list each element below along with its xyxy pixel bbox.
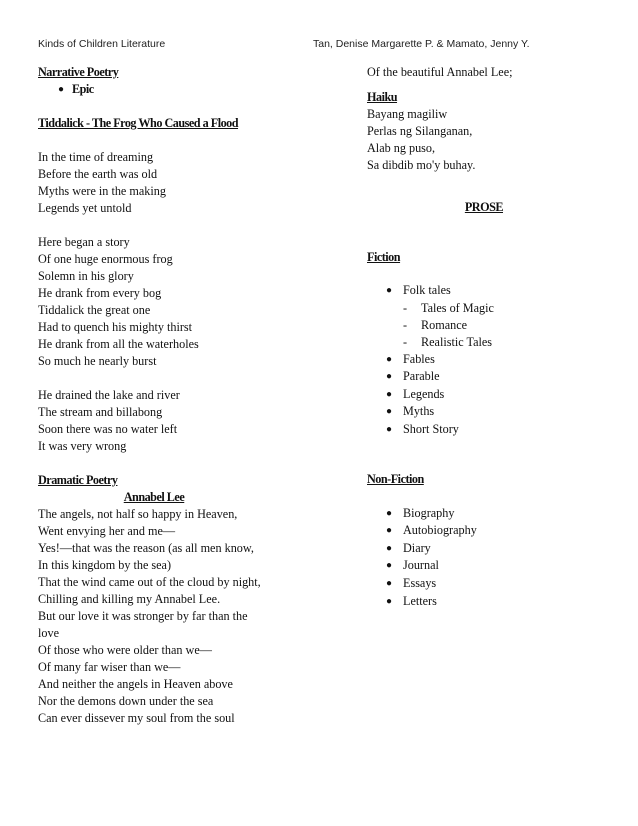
poem-line: Alab ng puso, bbox=[367, 141, 436, 155]
list-item-label: Essays bbox=[403, 575, 437, 590]
poem-line: Can ever dissever my soul from the soul bbox=[38, 711, 235, 725]
poem-line: Perlas ng Silanganan, bbox=[367, 124, 473, 138]
bullet-icon: ● bbox=[386, 371, 393, 383]
poem-line: Solemn in his glory bbox=[38, 269, 134, 283]
poem-line: In this kingdom by the sea) bbox=[38, 558, 172, 572]
poem-line: He drank from all the waterholes bbox=[38, 337, 199, 351]
poem-line: Chilling and killing my Annabel Lee. bbox=[38, 592, 221, 606]
non-fiction-list bbox=[367, 505, 607, 611]
poem-line: Myths were in the making bbox=[38, 184, 166, 198]
list-item bbox=[367, 575, 607, 593]
sub-list-item-label: Romance bbox=[421, 317, 468, 332]
list-item bbox=[367, 351, 607, 369]
bullet-icon: ● bbox=[386, 388, 393, 400]
left-column bbox=[38, 64, 270, 727]
list-item-label: Myths bbox=[403, 404, 435, 419]
poem-line: Tiddalick the great one bbox=[38, 303, 151, 317]
dash-icon: - bbox=[403, 300, 408, 315]
stanza-2 bbox=[38, 234, 270, 370]
list-item-label: Autobiography bbox=[403, 523, 477, 538]
header-left: Kinds of Children Literature bbox=[38, 38, 166, 50]
list-item-label: Short Story bbox=[403, 421, 459, 436]
prose-heading: PROSE bbox=[464, 200, 503, 214]
annabel-lee-continuation: Of the beautiful Annabel Lee; bbox=[367, 65, 513, 79]
bullet-icon: ● bbox=[58, 84, 64, 95]
bullet-icon: ● bbox=[386, 560, 393, 572]
list-item bbox=[367, 421, 607, 439]
sub-list-item bbox=[367, 300, 607, 317]
haiku-poem bbox=[367, 106, 607, 174]
list-item bbox=[367, 557, 607, 575]
list-item-label: Letters bbox=[403, 593, 437, 608]
dramatic-poetry-heading: Dramatic Poetry bbox=[38, 473, 118, 487]
sub-list-item bbox=[367, 317, 607, 334]
list-item bbox=[367, 386, 607, 404]
bullet-icon: ● bbox=[386, 353, 393, 365]
poem-line: He drained the lake and river bbox=[38, 388, 180, 402]
poem-line: Legends yet untold bbox=[38, 201, 132, 215]
poem-line: Of many far wiser than we— bbox=[38, 660, 181, 674]
dash-icon: - bbox=[403, 334, 408, 349]
tiddalick-title: Tiddalick - The Frog Who Caused a Flood bbox=[38, 116, 239, 130]
poem-line: Had to quench his mighty thirst bbox=[38, 320, 193, 334]
bullet-icon: ● bbox=[386, 507, 393, 519]
stanza-3 bbox=[38, 387, 270, 455]
poem-line: Sa dibdib mo'y buhay. bbox=[367, 158, 476, 172]
poem-line: He drank from every bog bbox=[38, 286, 162, 300]
poem-line: Before the earth was old bbox=[38, 167, 158, 181]
list-item bbox=[367, 505, 607, 523]
header-right: Tan, Denise Margarette P. & Mamato, Jenny Y. bbox=[313, 38, 530, 50]
poem-line: But our love it was stronger by far than the love bbox=[38, 609, 248, 640]
narrative-poetry-heading: Narrative Poetry bbox=[38, 65, 119, 79]
annabel-lee-poem bbox=[38, 506, 270, 727]
list-item bbox=[367, 540, 607, 558]
epic-label: Epic bbox=[72, 82, 94, 96]
right-column bbox=[367, 64, 607, 610]
bullet-icon: ● bbox=[386, 577, 393, 589]
poem-line: Bayang magiliw bbox=[367, 107, 448, 121]
annabel-lee-title: Annabel Lee bbox=[123, 490, 185, 504]
list-item-label: Journal bbox=[403, 558, 439, 573]
poem-line: So much he nearly burst bbox=[38, 354, 157, 368]
bullet-icon: ● bbox=[386, 285, 393, 296]
list-item bbox=[367, 593, 607, 611]
poem-line: Soon there was no water left bbox=[38, 422, 178, 436]
haiku-heading: Haiku bbox=[367, 90, 398, 104]
list-item-label: Fables bbox=[403, 351, 435, 366]
poem-line: The stream and billabong bbox=[38, 405, 163, 419]
list-item-label: Parable bbox=[403, 369, 440, 384]
poem-line: It was very wrong bbox=[38, 439, 127, 453]
list-item-label: Diary bbox=[403, 540, 431, 555]
poem-line: The angels, not half so happy in Heaven, bbox=[38, 507, 238, 521]
bullet-icon: ● bbox=[386, 595, 393, 607]
stanza-1 bbox=[38, 149, 270, 217]
list-item-label: Biography bbox=[403, 505, 455, 520]
poem-line: Of one huge enormous frog bbox=[38, 252, 173, 266]
non-fiction-heading: Non-Fiction bbox=[367, 471, 424, 486]
sub-list-item-label: Tales of Magic bbox=[421, 300, 494, 315]
fiction-heading: Fiction bbox=[367, 250, 401, 264]
poem-line: In the time of dreaming bbox=[38, 150, 154, 164]
poem-line: Nor the demons down under the sea bbox=[38, 694, 214, 708]
epic-bullet bbox=[58, 81, 270, 98]
sub-list-item-label: Realistic Tales bbox=[421, 334, 493, 349]
list-item bbox=[367, 403, 607, 421]
sub-list-item bbox=[367, 334, 607, 351]
fiction-list bbox=[367, 282, 607, 439]
poem-line: Yes!—that was the reason (as all men know, bbox=[38, 541, 254, 555]
poem-line: Here began a story bbox=[38, 235, 130, 249]
bullet-icon: ● bbox=[386, 542, 393, 554]
list-item bbox=[367, 522, 607, 540]
bullet-icon: ● bbox=[386, 406, 393, 418]
list-item bbox=[367, 368, 607, 386]
poem-line: Of those who were older than we— bbox=[38, 643, 212, 657]
poem-line: And neither the angels in Heaven above bbox=[38, 677, 233, 691]
dash-icon: - bbox=[403, 317, 408, 332]
list-item-label: Legends bbox=[403, 386, 445, 401]
bullet-icon: ● bbox=[386, 423, 393, 435]
poem-line: Went envying her and me— bbox=[38, 524, 176, 538]
list-item bbox=[367, 282, 607, 300]
poem-line: That the wind came out of the cloud by night, bbox=[38, 575, 261, 589]
bullet-icon: ● bbox=[386, 525, 393, 537]
list-item-label: Folk tales bbox=[403, 283, 451, 297]
